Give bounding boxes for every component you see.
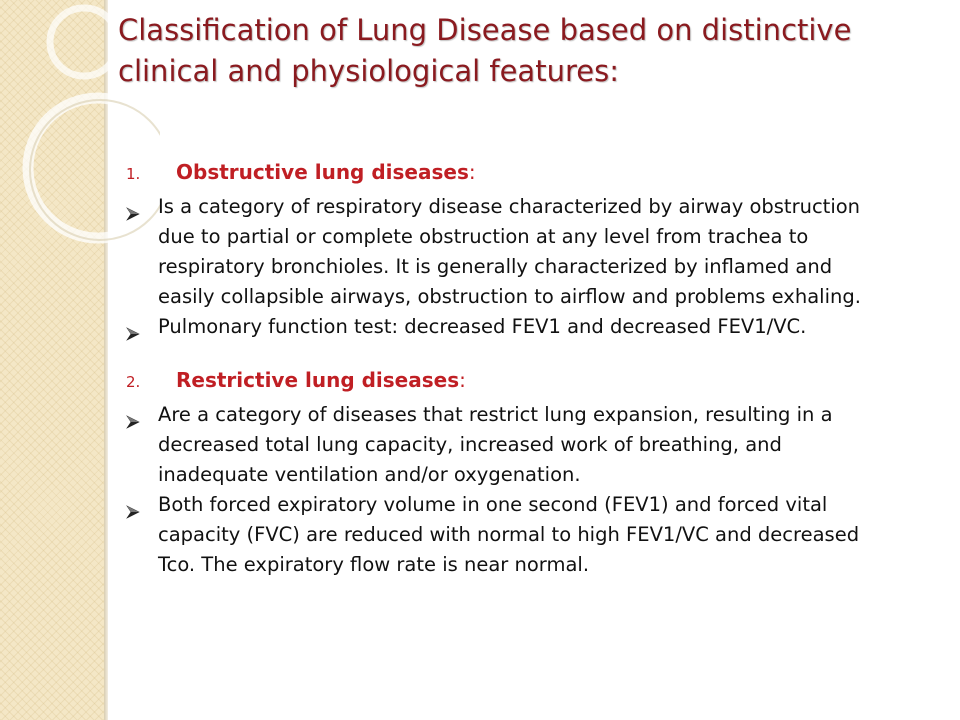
heading-colon: : [468, 160, 476, 184]
arrow-bullet-icon [126, 400, 158, 422]
section-obstructive [126, 160, 946, 342]
bullet-text: Pulmonary function test: decreased FEV1 and decreased FEV1/VC. [158, 315, 807, 338]
section-number: 2. [126, 373, 141, 391]
arrow-bullet-icon [126, 192, 158, 214]
slide-content [126, 160, 946, 580]
section-heading-text: Restrictive lung diseases [176, 368, 460, 392]
heading-colon: : [459, 368, 466, 392]
bullet-item [126, 490, 946, 580]
bullet-text: Both forced expiratory volume in one second (FEV1) and forced vital capacity (FVC) are reduced with normal to high FEV1/VC and decreased Tco. The expiratory flow rate is near normal. [158, 493, 860, 576]
section-restrictive [126, 368, 946, 580]
section-heading [126, 368, 946, 400]
bullet-item [126, 192, 946, 312]
section-heading-text: Obstructive lung diseases [176, 160, 469, 184]
slide-title: Classification of Lung Disease based on distinctive clinical and physiological features: [118, 13, 852, 88]
bullet-text: Are a category of diseases that restrict lung expansion, resulting in a decreased total lung capacity, increased work of breathing, and inadequate ventilation and/or oxygenation. [158, 403, 833, 486]
bullet-item [126, 312, 946, 342]
arrow-bullet-icon [126, 490, 158, 512]
bullet-item [126, 400, 946, 490]
section-number: 1. [126, 165, 141, 183]
section-heading [126, 160, 946, 192]
bullet-text: Is a category of respiratory disease characterized by airway obstruction due to partial or complete obstruction at any level from trachea to respiratory bronchioles. It is generally characterized by inflamed and easily collapsible airways, obstruction to airflow and problems exhaling. [158, 195, 861, 308]
arrow-bullet-icon [126, 312, 158, 334]
